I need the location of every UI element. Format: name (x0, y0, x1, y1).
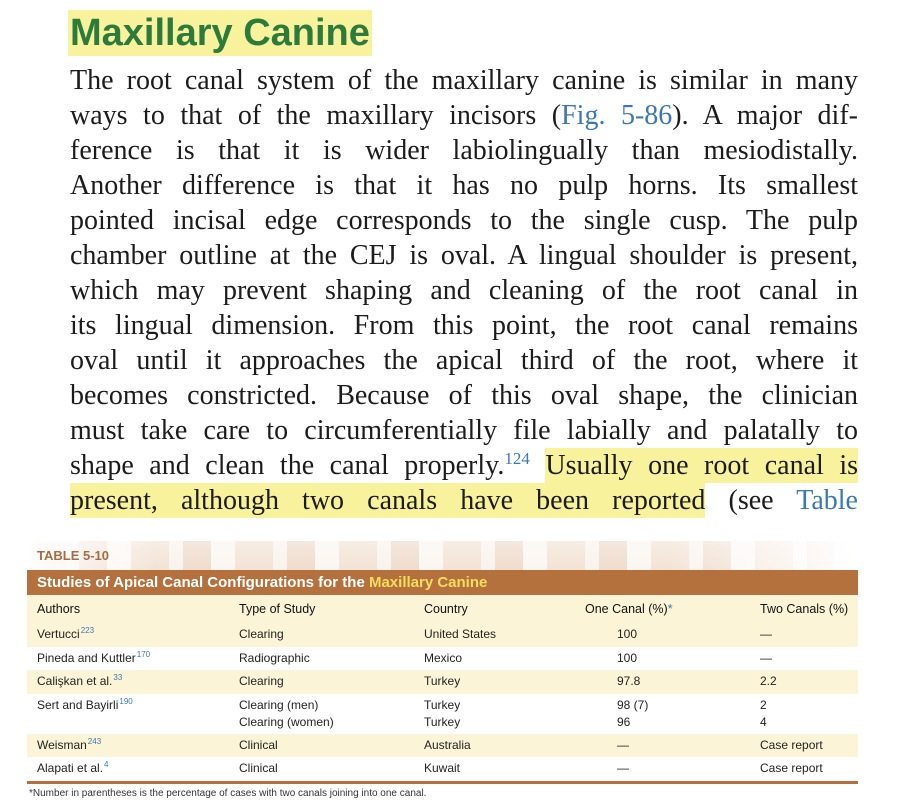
reference-superscript[interactable]: 170 (136, 649, 151, 659)
paragraph-text: which may prevent shaping and cleaning of the root canal in (70, 275, 858, 306)
paragraph-text: becomes constricted. Because of this oval shape, the clinician (70, 380, 858, 411)
paragraph-line (70, 378, 858, 413)
one-canal-cell: 97.8 (617, 674, 641, 689)
column-header-authors: Authors (37, 601, 81, 616)
paragraph-line (70, 413, 858, 448)
one-canal-cell: 100 (617, 627, 638, 642)
highlighted-text: Usually one root canal is (545, 450, 859, 481)
column-header-country: Country (424, 601, 468, 616)
table-link[interactable]: Table (796, 485, 858, 516)
author-cell (37, 626, 239, 643)
paragraph-line (70, 133, 858, 168)
author-name: Pineda and Kuttler (37, 650, 136, 665)
table-label-band (27, 541, 858, 570)
paragraph-text: ways to that of the maxillary incisors ( (70, 100, 562, 131)
one-canal-cell: 100 (617, 650, 638, 665)
study-type-cell (239, 697, 424, 731)
country-cell: Turkey (424, 674, 461, 689)
table-title-highlight: Maxillary Canine (368, 574, 488, 591)
study-type-cell: Clinical (239, 737, 278, 752)
author-name: Sert and Bayirli (37, 697, 119, 712)
paragraph-text: pointed incisal edge corresponds to the single cusp. The pulp (70, 205, 858, 236)
paragraph-line (70, 63, 858, 98)
body-paragraph (70, 63, 858, 518)
one-canal-line: 96 (617, 714, 631, 729)
data-table (27, 541, 858, 784)
paragraph-text: its lingual dimension. From this point, the root canal remains (70, 310, 858, 341)
highlighted-text: present, although two canals have been reported (70, 485, 706, 516)
two-canals-cell: — (760, 650, 772, 665)
paragraph-line (70, 308, 858, 343)
country-line: Turkey (424, 697, 461, 712)
author-name: Vertucci (37, 627, 80, 642)
study-type-cell: Clearing (239, 674, 284, 689)
table-header-row (27, 595, 858, 623)
reference-superscript[interactable]: 4 (104, 760, 109, 770)
section-heading: Maxillary Canine (70, 12, 370, 54)
author-cell (37, 760, 239, 777)
author-cell (37, 737, 239, 754)
column-header-type-of-study: Type of Study (239, 601, 316, 616)
column-header-one-canal-label: One Canal (%) (585, 601, 668, 616)
one-canal-cell: — (617, 761, 629, 776)
table-row (27, 670, 858, 694)
two-canals-cell: 2.2 (760, 674, 777, 689)
table-title-text: Studies of Apical Canal Configurations for the (37, 574, 369, 591)
paragraph-text: must take care to circumferentially file labially and palatally to (70, 415, 858, 446)
study-type-cell: Clearing (239, 627, 284, 642)
paragraph-line (70, 483, 858, 518)
author-cell (37, 673, 239, 690)
paragraph-text: oval until it approaches the apical third of the root, where it (70, 345, 858, 376)
author-cell (37, 697, 239, 714)
reference-superscript[interactable]: 33 (113, 673, 123, 683)
one-canal-cell: — (617, 737, 629, 752)
one-canal-cell (617, 697, 760, 731)
table-row (27, 694, 858, 734)
table-row (27, 734, 858, 758)
paragraph-text: The root canal system of the maxillary canine is similar in many (70, 65, 858, 96)
study-type-cell: Radiographic (239, 650, 310, 665)
two-canals-line: 2 (760, 697, 767, 712)
paragraph-text: ference is that it is wider labiolingually than mesiodistally. (70, 135, 858, 166)
table-row (27, 757, 858, 781)
author-name: Weisman (37, 737, 87, 752)
paragraph-text: ). A major dif- (672, 100, 858, 131)
two-canals-cell (760, 697, 858, 731)
country-cell: Mexico (424, 650, 463, 665)
one-canal-line: 98 (7) (617, 697, 649, 712)
country-cell (424, 697, 617, 731)
paragraph-line (70, 273, 858, 308)
two-canals-cell: Case report (760, 761, 823, 776)
author-name: Alapati et al. (37, 761, 104, 776)
country-line: Turkey (424, 714, 461, 729)
paragraph-text: (see (705, 485, 797, 516)
country-cell: United States (424, 627, 497, 642)
paragraph-line (70, 98, 858, 133)
table-footnote: *Number in parentheses is the percentage of cases with two canals joining into one canal. (29, 788, 427, 799)
paragraph-line (70, 448, 858, 483)
author-name: Calişkan et al. (37, 674, 113, 689)
figure-link[interactable]: Fig. 5-86 (561, 100, 673, 131)
author-cell (37, 650, 239, 667)
two-canals-cell: Case report (760, 737, 823, 752)
paragraph-line (70, 343, 858, 378)
paragraph-text: Another difference is that it has no pulp horns. Its smallest (70, 170, 858, 201)
table-bottom-rule (27, 781, 858, 784)
country-cell: Australia (424, 737, 471, 752)
study-type-cell: Clinical (239, 761, 278, 776)
table-row (27, 623, 858, 647)
paragraph-text: chamber outline at the CEJ is oval. A lingual shoulder is present, (70, 240, 858, 271)
column-header-one-canal (585, 601, 760, 618)
reference-superscript[interactable]: 223 (80, 626, 95, 636)
reference-superscript[interactable]: 243 (87, 736, 102, 746)
column-header-two-canals: Two Canals (%) (760, 601, 849, 616)
country-cell: Kuwait (424, 761, 461, 776)
reference-superscript[interactable]: 190 (119, 696, 133, 706)
paragraph-text: shape and clean the canal properly. (70, 450, 505, 481)
table-title (27, 570, 858, 595)
two-canals-line: 4 (760, 714, 767, 729)
paragraph-line (70, 203, 858, 238)
reference-superscript[interactable]: 124 (504, 449, 530, 468)
paragraph-line (70, 238, 858, 273)
study-type-line: Clearing (men) (239, 697, 319, 712)
footnote-mark: * (667, 601, 673, 616)
study-type-line: Clearing (women) (239, 714, 334, 729)
table-label: TABLE 5-10 (37, 548, 109, 563)
two-canals-cell: — (760, 627, 772, 642)
paragraph-line (70, 168, 858, 203)
table-row (27, 647, 858, 671)
